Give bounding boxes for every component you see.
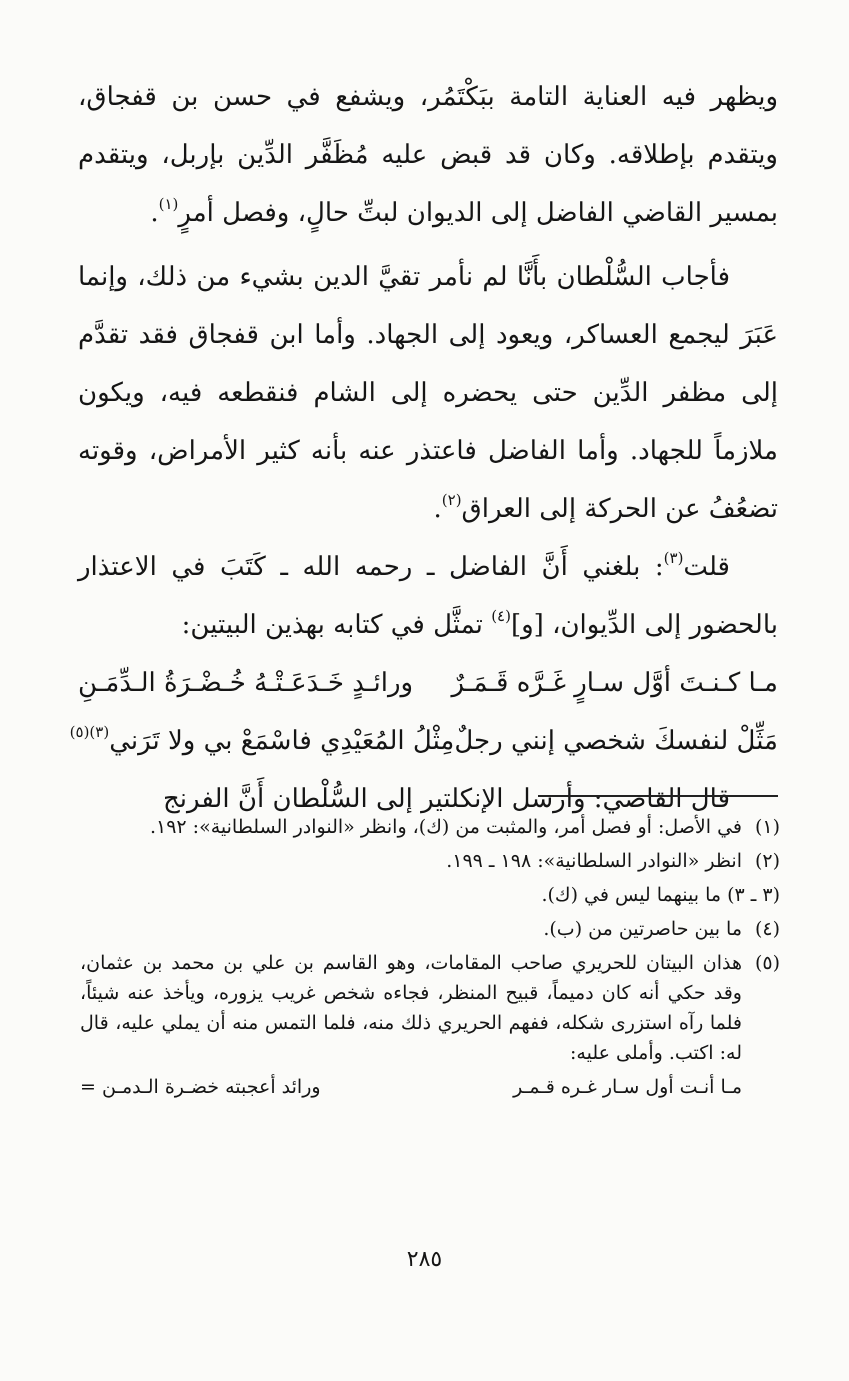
verse-1-second-hemistich: ورائـدٍ خَـدَعَـتْـهُ خُـضْـرَةُ الـدِّمَـنِ (78, 668, 414, 698)
footnote-verse-first-hemistich: مـا أنـت أول سـار غـره قـمـر (513, 1076, 742, 1098)
verse-line-1 (78, 654, 778, 712)
footnote-text: في الأصل: أو فصل أمر، والمثبت من (ك)، وانظر «النوادر السلطانية»: ١٩٢. (149, 816, 742, 838)
verse-2-second-hemistich: مِثْلُ المُعَيْدِي فاسْمَعْ بي ولا تَرَني (109, 726, 455, 756)
verse-1-first-hemistich: مـا كـنـتَ أوَّل سـارٍ غَـرَّه قَـمَـرٌ (451, 668, 778, 698)
paragraph-1 (78, 68, 778, 242)
footnote-ref-1[interactable]: (١) (158, 195, 179, 213)
verse-2-second-hemistich-wrap (70, 712, 455, 770)
footnote-number: (١) (754, 816, 780, 838)
footnote-1 (80, 812, 780, 842)
footnote-number: (٣ ـ ٣) (727, 884, 780, 906)
paragraph-1-text: ويظهر فيه العناية التامة ببَكْتَمُر، ويشفع في حسن بن قفجاق، ويتقدم بإطلاقه. وكان قد قبض عليه مُظَفَّر الدِّين بإربل، ويتقدم بمسير القاضي الفاضل إلى الديوان لبتِّ حالٍ، وفصل أمرٍ (78, 82, 778, 228)
footnote-3 (80, 880, 780, 910)
page-number: ٢٨٥ (406, 1247, 443, 1272)
paragraph-2-text: فأجاب السُّلْطان بأَنَّا لم نأمر تقيَّ الدين بشيء من ذلك، وإنما عَبَرَ ليجمع العساكر، ويعود إلى الجهاد. وأما ابن قفجاق فقد تقدَّم إلى مظفر الدِّين حتى يحضره إلى الشام فنقطعه فيه، ويكون ملازماً للجهاد. وأما الفاضل فاعتذر عنه بأنه كثير الأمراض، وقوته تضعُفُ عن الحركة إلى العراق (78, 262, 778, 524)
paragraph-3-end: تمثَّل في كتابه بهذين البيتين: (181, 610, 492, 640)
footnote-ref-5[interactable]: (٣)(٥) (69, 723, 110, 741)
footnote-ref-4[interactable]: (٤) (491, 607, 511, 625)
paragraph-3-start: قلت (683, 552, 730, 582)
footnote-verse-second-hemistich: ورائد أعجبته خضـرة الـدمـن = (80, 1076, 321, 1098)
footnote-number: (٥) (754, 952, 780, 974)
verse-2-first-hemistich: مَثِّلْ لنفسكَ شخصي إنني رجلٌ (454, 726, 778, 756)
footnote-text: ما بينهما ليس في (ك). (541, 884, 722, 906)
footnote-number: (٤) (754, 918, 780, 940)
main-text (69, 68, 778, 828)
footnote-ref-2[interactable]: (٢) (441, 491, 462, 509)
footnote-text: هذان البيتان للحريري صاحب المقامات، وهو القاسم بن علي بن محمد بن عثمان، وقد حكي أنه كان دميماً، قبيح المنظر، فجاءه شخص غريب يزوره، ويأخذ عنه شيئاً، فلما رآه استزرى شكله، ففهم الحريري ذلك منه، فلما التمس منه أن يملي عليه، قال له: اكتب. وأملى عليه: (80, 952, 742, 1064)
paragraph-4-text: قال القاضي: وأرسل الإنكلتير إلى السُّلْطان أَنَّ الفرنج (162, 784, 730, 814)
footnote-4 (80, 914, 780, 944)
footnote-ref-3[interactable]: (٣) (663, 549, 684, 567)
footnote-text: انظر «النوادر السلطانية»: ١٩٨ ـ ١٩٩. (446, 850, 742, 872)
footnotes (80, 812, 780, 1102)
paragraph-1-end: . (150, 198, 159, 228)
paragraph-3 (78, 538, 778, 654)
footnote-number: (٢) (754, 850, 780, 872)
footnote-separator (538, 795, 778, 797)
verse-line-2 (69, 712, 778, 770)
footnote-2 (80, 846, 780, 876)
footnote-verse (80, 1072, 780, 1102)
footnote-5 (80, 948, 780, 1068)
paragraph-2-end: . (433, 494, 442, 524)
paragraph-2 (78, 248, 778, 538)
footnote-text: ما بين حاصرتين من (ب). (543, 918, 742, 940)
paragraph-3-middle: : بلغني أَنَّ الفاضل ـ رحمه الله ـ كَتَبَ في الاعتذار بالحضور إلى الدِّيوان، [و] (78, 552, 778, 640)
